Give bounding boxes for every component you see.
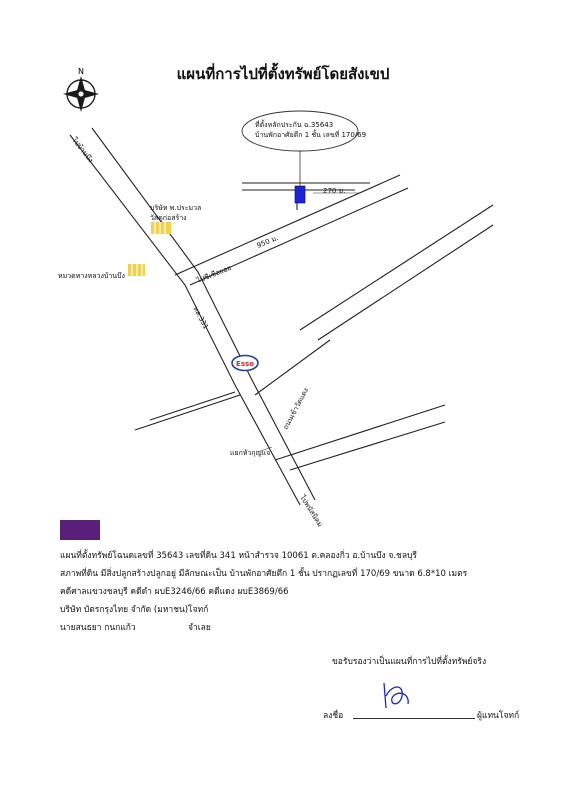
esso-logo-icon xyxy=(232,356,258,371)
road-right-lower xyxy=(318,225,493,340)
callout-line2: บ้านพักอาศัยตึก 1 ชั้น เลขที่ 170/69 xyxy=(255,131,367,139)
certify-text: ขอรับรองว่าเป็นแผนที่การไปที่ตั้งทรัพย์จริง xyxy=(332,657,487,667)
distance-950: 950 ม. xyxy=(255,234,280,250)
label-highway-dept: หมวดทางหลวงบ้านบึง xyxy=(58,272,125,280)
esso-label: Esso xyxy=(236,360,254,368)
compass-north-label: N xyxy=(78,67,84,76)
info-line-3: คดีศาลแขวงชลบุรี คดีดำ ผบE3246/66 คดีแดง ผบE3869/66 xyxy=(60,587,289,597)
info-line-2: สภาพที่ดิน มีสิ่งปลูกสร้างปลูกอยู่ มีลักษณะเป็น บ้านพักอาศัยตึก 1 ชั้น ปรากฏเลขที่ 170/69 ขนาด 6.8*10 เมตร xyxy=(60,569,468,579)
info-defendant: นายสนธยา กนกแก้ว xyxy=(60,623,136,633)
road-wedge xyxy=(255,340,330,395)
road-lower-right xyxy=(275,405,445,460)
label-road-banbueng: ไปบ้านบึง xyxy=(70,136,95,165)
road-lower-right-edge xyxy=(290,422,445,470)
callout-line1: ที่ตั้งหลักประกัน ฉ.35643 xyxy=(255,121,334,129)
property-lane-edge xyxy=(242,190,297,210)
road-crossing-left-edge xyxy=(150,392,235,420)
info-defendant-role: จำเลย xyxy=(188,623,211,633)
road-crossing-left xyxy=(135,395,240,430)
info-line-1: แผนที่ตั้งทรัพย์โฉนดเลขที่ 35643 เลขที่ดิน 341 หน้าสำรวจ 10061 ต.คลองกิ่ว อ.บ้านบึง จ.ชลบุรี xyxy=(60,551,417,561)
label-company-1: บริษัท พ.ประมวล xyxy=(150,204,202,212)
property-marker xyxy=(295,186,305,203)
distance-270: 270 ม. xyxy=(323,187,346,195)
sign-label: ลงชื่อ xyxy=(323,711,344,721)
label-company-2: วัสดุก่อสร้าง xyxy=(150,214,187,222)
signature-scribble xyxy=(384,683,408,708)
signature-line xyxy=(353,718,475,719)
label-road-soi: ไปซีเชือยอย xyxy=(195,263,233,285)
page-title: แผนที่การไปที่ตั้งทรัพย์โดยสังเขป xyxy=(176,65,390,83)
info-plaintiff-role: โจทก์ xyxy=(188,605,209,615)
compass-icon xyxy=(63,67,99,112)
label-road-phanat: ไปพนัสนิคม xyxy=(298,493,325,529)
color-swatch xyxy=(60,520,100,540)
label-junction: แยกหัวกุญแจ xyxy=(230,449,271,457)
roads xyxy=(70,128,493,505)
label-road-331: ทล.331 xyxy=(191,305,210,331)
sign-role: ผู้แทนโจทก์ xyxy=(477,711,520,721)
label-road-khlongkiew: ถนนเข้าวัดแดง xyxy=(281,386,311,431)
info-plaintiff: บริษัท บัตรกรุงไทย จำกัด (มหาชน) xyxy=(60,605,189,615)
landmark-company-marker xyxy=(151,222,171,234)
landmark-highway-marker xyxy=(128,264,145,276)
